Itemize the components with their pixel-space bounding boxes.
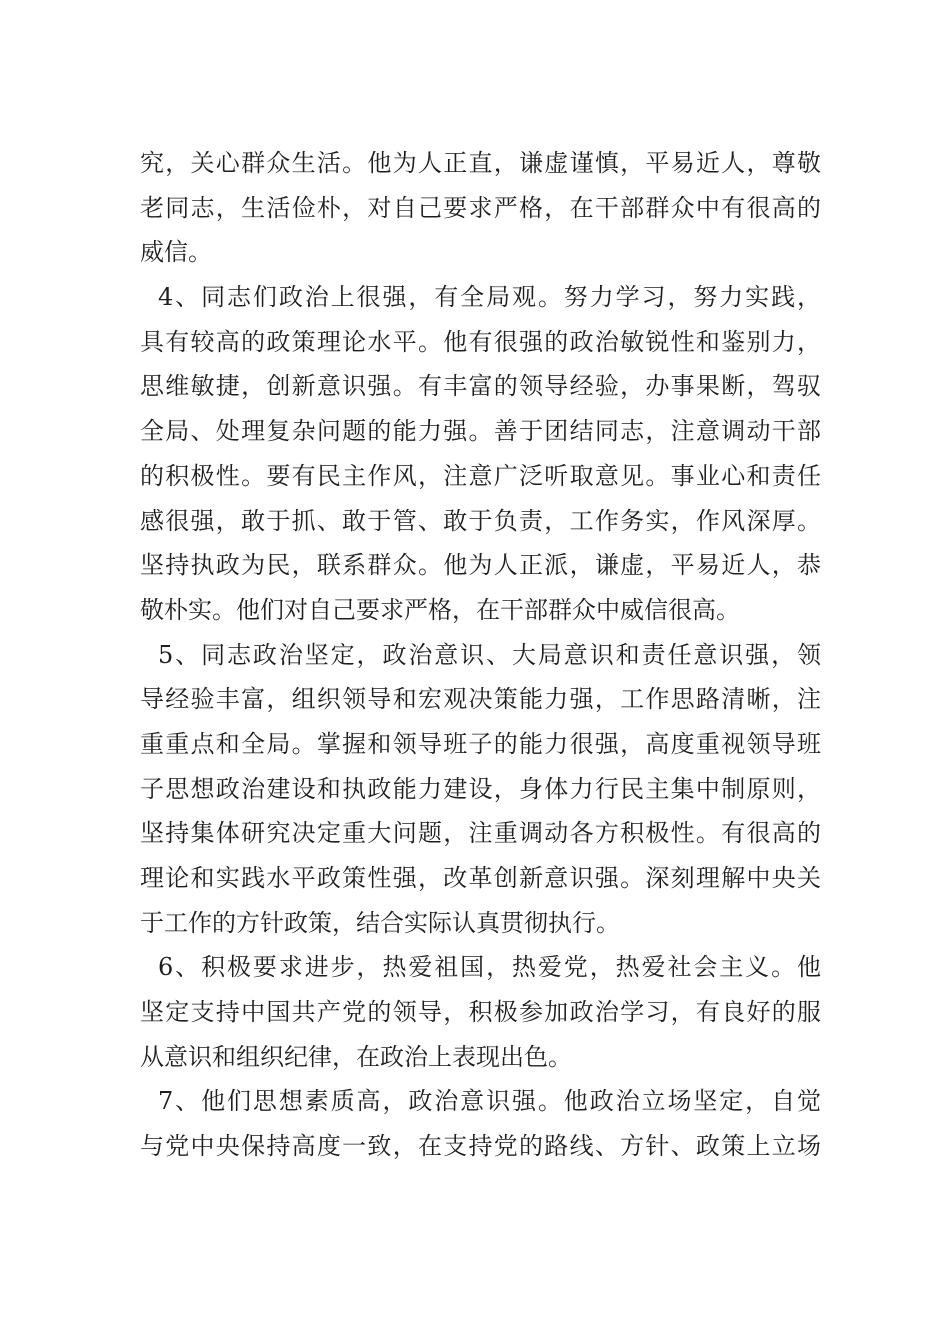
text-line: 重重点和全局。掌握和领导班子的能力很强，高度重视领导班 <box>140 729 821 758</box>
text-line: 理论和实践水平政策性强，改革创新意识强。深刻理解中央关 <box>140 864 821 892</box>
text-line: 坚持执政为民，联系群众。他为人正派，谦虚，平易近人，恭 <box>140 551 821 580</box>
text-line: 老同志，生活俭朴，对自己要求严格，在干部群众中有很高的 <box>140 193 821 222</box>
text-line: 具有较高的政策理论水平。他有很强的政治敏锐性和鉴别力， <box>140 327 821 356</box>
text-line: 与党中央保持高度一致，在支持党的路线、方针、政策上立场 <box>140 1132 821 1161</box>
text-line: 7、他们思想素质高，政治意识强。他政治立场坚定，自觉 <box>158 1087 821 1116</box>
document-body <box>140 141 821 1169</box>
text-line: 坚持集体研究决定重大问题，注重调动各方积极性。有很高的 <box>140 819 821 848</box>
text-line: 全局、处理复杂问题的能力强。善于团结同志，注意调动干部 <box>140 417 821 446</box>
paragraph <box>140 275 821 633</box>
text-line: 6、积极要求进步，热爱祖国，热爱党，热爱社会主义。他 <box>158 953 821 982</box>
text-line: 思维敏捷，创新意识强。有丰富的领导经验，办事果断，驾驭 <box>140 372 821 401</box>
text-line: 5、同志政治坚定，政治意识、大局意识和责任意识强，领 <box>158 640 821 669</box>
text-line: 威信。 <box>140 238 212 267</box>
text-line: 于工作的方针政策，结合实际认真贯彻执行。 <box>140 908 620 937</box>
paragraph <box>140 1079 821 1168</box>
text-line: 坚定支持中国共产党的领导，积极参加政治学习，有良好的服 <box>140 998 821 1027</box>
text-line: 从意识和组织纪律，在政治上表现出色。 <box>140 1042 572 1071</box>
text-line: 敬朴实。他们对自己要求严格，在干部群众中威信很高。 <box>140 595 740 624</box>
text-line: 感很强，敢于抓、敢于管、敢于负责，工作务实，作风深厚。 <box>140 506 821 535</box>
text-line: 究，关心群众生活。他为人正直，谦虚谨慎，平易近人，尊敬 <box>140 149 821 177</box>
text-line: 的积极性。要有民主作风，注意广泛听取意见。事业心和责任 <box>140 461 821 490</box>
paragraph <box>140 633 821 946</box>
paragraph <box>140 141 821 275</box>
text-line: 子思想政治建设和执政能力建设，身体力行民主集中制原则， <box>140 774 821 803</box>
text-line: 导经验丰富，组织领导和宏观决策能力强，工作思路清晰，注 <box>140 685 821 714</box>
paragraph <box>140 945 821 1079</box>
text-line: 4、同志们政治上很强，有全局观。努力学习，努力实践， <box>158 283 821 312</box>
